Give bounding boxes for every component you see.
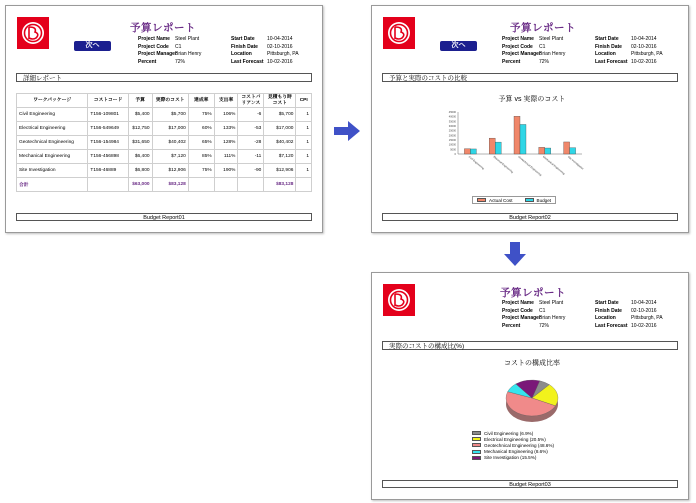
project-info [138, 36, 299, 66]
cell: 133% [214, 122, 238, 136]
next-button[interactable]: 次へ [74, 41, 111, 51]
label-location: Location [231, 51, 252, 58]
label-last-forecast: Last Forecast [595, 322, 628, 329]
y-tick-label: 30000 [448, 125, 456, 128]
value-project-code: C1 [539, 43, 546, 50]
cell: $31,650 [128, 136, 152, 150]
label-project-code: Project Code [138, 43, 169, 50]
value-location: Pittsburgh, PA [631, 315, 663, 322]
cell: 190% [214, 164, 238, 178]
value-start-date: 10-04-2014 [631, 300, 657, 306]
label-last-forecast: Last Forecast [595, 58, 628, 65]
y-tick-label: 25000 [448, 129, 456, 133]
label-project-manager: Project Manager [502, 315, 541, 322]
value-last-forecast: 10-02-2016 [631, 58, 657, 65]
value-project-name: Steel Plant [175, 36, 200, 42]
table-row[interactable] [17, 150, 312, 164]
label-finish-date: Finish Date [231, 43, 258, 50]
legend-swatch [472, 456, 481, 460]
table-row[interactable] [17, 122, 312, 136]
legend-label: Mechanical Engineering (8.6%) [484, 449, 548, 455]
bar-actual-cost [539, 147, 545, 154]
legend-swatch [472, 443, 481, 447]
value-percent: 72% [539, 322, 550, 329]
cell: Mechanical Engineering [17, 150, 88, 164]
label-start-date: Start Date [595, 300, 619, 306]
cell [188, 178, 214, 192]
cell: 1 [296, 136, 312, 150]
page-footer: Budget Report03 [382, 480, 678, 488]
value-last-forecast: 10-02-2016 [267, 58, 293, 65]
cell: Electrical Engineering [17, 122, 88, 136]
chart-title: 予算 vs 実際のコスト [498, 96, 566, 103]
report-title: 予算レポート [500, 287, 566, 299]
logo-mark-icon [17, 17, 49, 49]
cell: $40,402 [264, 136, 296, 150]
cell: Civil Engineering [17, 108, 88, 122]
cell [88, 178, 128, 192]
bar-budget [520, 124, 526, 154]
label-percent: Percent [502, 322, 521, 329]
legend-label: Budget [536, 197, 552, 203]
section-header: 実際のコストの構成比(%) [382, 341, 678, 350]
label-project-name: Project Name [502, 300, 534, 306]
cell [296, 178, 312, 192]
logo-mark-icon [383, 17, 415, 49]
cell: $12,906 [152, 164, 188, 178]
col-header[interactable]: 支出率 [214, 94, 238, 108]
legend-label: Civil Engineering (6.9%) [484, 430, 534, 436]
legend-label: Site Investigation (15.5%) [484, 455, 537, 461]
col-header[interactable]: コストバリアンス [238, 94, 264, 108]
cell: T156-549649 [88, 122, 128, 136]
legend-label: Actual Cost [489, 197, 513, 203]
value-project-name: Steel Plant [539, 36, 564, 42]
cell: T156-456898 [88, 150, 128, 164]
label-finish-date: Finish Date [595, 43, 622, 50]
cell [214, 178, 238, 192]
cell: $17,000 [264, 122, 296, 136]
bar-budget [570, 148, 576, 154]
legend-swatch [477, 198, 486, 202]
cell: -90 [238, 164, 264, 178]
project-info [502, 300, 663, 330]
value-finish-date: 02-10-2016 [267, 43, 293, 50]
report-page-1 [5, 5, 323, 233]
cell: 106% [214, 108, 238, 122]
label-location: Location [595, 51, 616, 58]
cell: $7,120 [264, 150, 296, 164]
value-project-manager: Brian Henry [539, 315, 566, 322]
bar-budget [495, 142, 501, 154]
bar-actual-cost [514, 116, 520, 154]
col-header[interactable]: CPI [296, 94, 312, 108]
cell: 75% [188, 108, 214, 122]
section-header: 詳細レポート [16, 73, 312, 82]
bar-actual-cost [564, 142, 570, 154]
label-percent: Percent [138, 58, 157, 65]
y-tick-label: 20000 [448, 134, 456, 138]
legend-label: Geotechnical Engineering (48.6%) [484, 442, 554, 448]
legend-swatch [472, 431, 481, 435]
legend-item [472, 455, 554, 461]
x-tick-label: Civil Engineering [467, 155, 485, 171]
y-tick-label: 5000 [450, 148, 456, 152]
col-header[interactable]: コストコード [88, 94, 128, 108]
value-project-name: Steel Plant [539, 300, 564, 306]
bar-budget [470, 149, 476, 154]
value-start-date: 10-04-2014 [631, 36, 657, 42]
label-project-name: Project Name [502, 36, 534, 42]
cell: 1 [296, 150, 312, 164]
value-finish-date: 02-10-2016 [631, 307, 657, 314]
cell [238, 178, 264, 192]
table-header-row [17, 94, 312, 108]
label-start-date: Start Date [595, 36, 619, 42]
arrow-right-icon [334, 121, 360, 141]
y-tick-label: 40000 [448, 115, 456, 119]
company-logo [383, 17, 415, 49]
y-tick-label: 45000 [448, 111, 456, 114]
cell: $5,700 [264, 108, 296, 122]
cell: 128% [214, 136, 238, 150]
cell: $40,402 [152, 136, 188, 150]
label-project-name: Project Name [138, 36, 170, 42]
label-percent: Percent [502, 58, 521, 65]
table-row[interactable] [17, 164, 312, 178]
legend-item [472, 436, 554, 442]
report-page-3 [371, 272, 689, 500]
legend-swatch [525, 198, 534, 202]
label-project-manager: Project Manager [502, 51, 541, 58]
cell: $17,000 [152, 122, 188, 136]
value-percent: 72% [539, 58, 550, 65]
value-finish-date: 02-10-2016 [631, 43, 657, 50]
chart-title: コストの構成比率 [504, 360, 560, 367]
col-header[interactable]: 達成率 [188, 94, 214, 108]
report-title: 予算レポート [510, 22, 576, 34]
cell: T156-46889 [88, 164, 128, 178]
company-logo [17, 17, 49, 49]
cell: T156-109801 [88, 108, 128, 122]
company-logo [383, 284, 415, 316]
cell: 1 [296, 164, 312, 178]
label-project-code: Project Code [502, 43, 533, 50]
x-tick-label: Site Investigation [566, 155, 585, 171]
cell: $7,120 [152, 150, 188, 164]
bar-actual-cost [464, 149, 470, 154]
label-last-forecast: Last Forecast [231, 58, 264, 65]
cell: $63,000 [128, 178, 152, 192]
value-percent: 72% [175, 58, 186, 65]
cell: 75% [188, 164, 214, 178]
legend-label: Electrical Engineering (20.5%) [484, 436, 546, 442]
col-header[interactable]: 実際のコスト [152, 94, 188, 108]
pie-chart [492, 373, 572, 433]
col-header[interactable]: 予算 [128, 94, 152, 108]
bar-budget [545, 148, 551, 154]
legend-item-budget [525, 197, 552, 203]
cell: 65% [188, 136, 214, 150]
next-button[interactable]: 次へ [440, 41, 477, 51]
y-tick-label: 15000 [448, 139, 456, 142]
cell: $5,400 [128, 108, 152, 122]
x-tick-label: Electrical Engineering [492, 155, 514, 174]
chart-legend [472, 196, 556, 204]
legend-swatch [472, 450, 481, 454]
logo-mark-icon [383, 284, 415, 316]
col-header[interactable]: 見積もり時コスト [264, 94, 296, 108]
page-footer: Budget Report01 [16, 213, 312, 221]
cell: $12,906 [264, 164, 296, 178]
value-project-manager: Brian Henry [539, 51, 566, 58]
y-tick-label: 35000 [448, 120, 456, 124]
cell: -28 [238, 136, 264, 150]
cell: $5,700 [152, 108, 188, 122]
cell: Site Investigation [17, 164, 88, 178]
value-last-forecast: 10-02-2016 [631, 322, 657, 329]
report-title: 予算レポート [130, 22, 196, 34]
cell: 1 [296, 108, 312, 122]
cell: T156-154984 [88, 136, 128, 150]
label-start-date: Start Date [231, 36, 255, 42]
cell: 1 [296, 122, 312, 136]
value-project-code: C1 [175, 43, 182, 50]
label-project-manager: Project Manager [138, 51, 177, 58]
section-header: 予算と実際のコストの比較 [382, 73, 678, 82]
table-body [17, 108, 312, 192]
cell: $83,128 [152, 178, 188, 192]
cell: $12,750 [128, 122, 152, 136]
detail-table [16, 93, 312, 192]
report-page-2 [371, 5, 689, 233]
cell: 85% [188, 150, 214, 164]
label-project-code: Project Code [502, 307, 533, 314]
table-row[interactable] [17, 108, 312, 122]
value-location: Pittsburgh, PA [267, 51, 299, 58]
y-tick-label: 0 [454, 153, 456, 156]
x-tick-label: Mechanical Engineering [542, 155, 566, 176]
cell: -11 [238, 150, 264, 164]
cell: 111% [214, 150, 238, 164]
col-header[interactable]: ワークパッケージ [17, 94, 88, 108]
legend-item-actual [477, 197, 513, 203]
value-start-date: 10-04-2014 [267, 36, 293, 42]
label-finish-date: Finish Date [595, 307, 622, 314]
page-footer: Budget Report02 [382, 213, 678, 221]
cell: $6,400 [128, 150, 152, 164]
cell: -6 [238, 108, 264, 122]
bar-actual-cost [489, 138, 495, 154]
legend-item [472, 442, 554, 448]
label-location: Location [595, 315, 616, 322]
y-tick-label: 10000 [448, 143, 456, 147]
value-project-code: C1 [539, 307, 546, 314]
cell: 60% [188, 122, 214, 136]
project-info [502, 36, 663, 66]
cell: $6,800 [128, 164, 152, 178]
chart-legend [472, 430, 554, 461]
table-total-row [17, 178, 312, 192]
arrow-down-icon [504, 242, 526, 266]
x-tick-label: Geotechnical Engineering [517, 155, 543, 177]
cell: 合計 [17, 178, 88, 192]
cell: $83,128 [264, 178, 296, 192]
cell: -53 [238, 122, 264, 136]
cell: Geotechnical Engineering [17, 136, 88, 150]
legend-item [472, 449, 554, 455]
value-location: Pittsburgh, PA [631, 51, 663, 58]
legend-swatch [472, 437, 481, 441]
table-row[interactable] [17, 136, 312, 150]
value-project-manager: Brian Henry [175, 51, 202, 58]
